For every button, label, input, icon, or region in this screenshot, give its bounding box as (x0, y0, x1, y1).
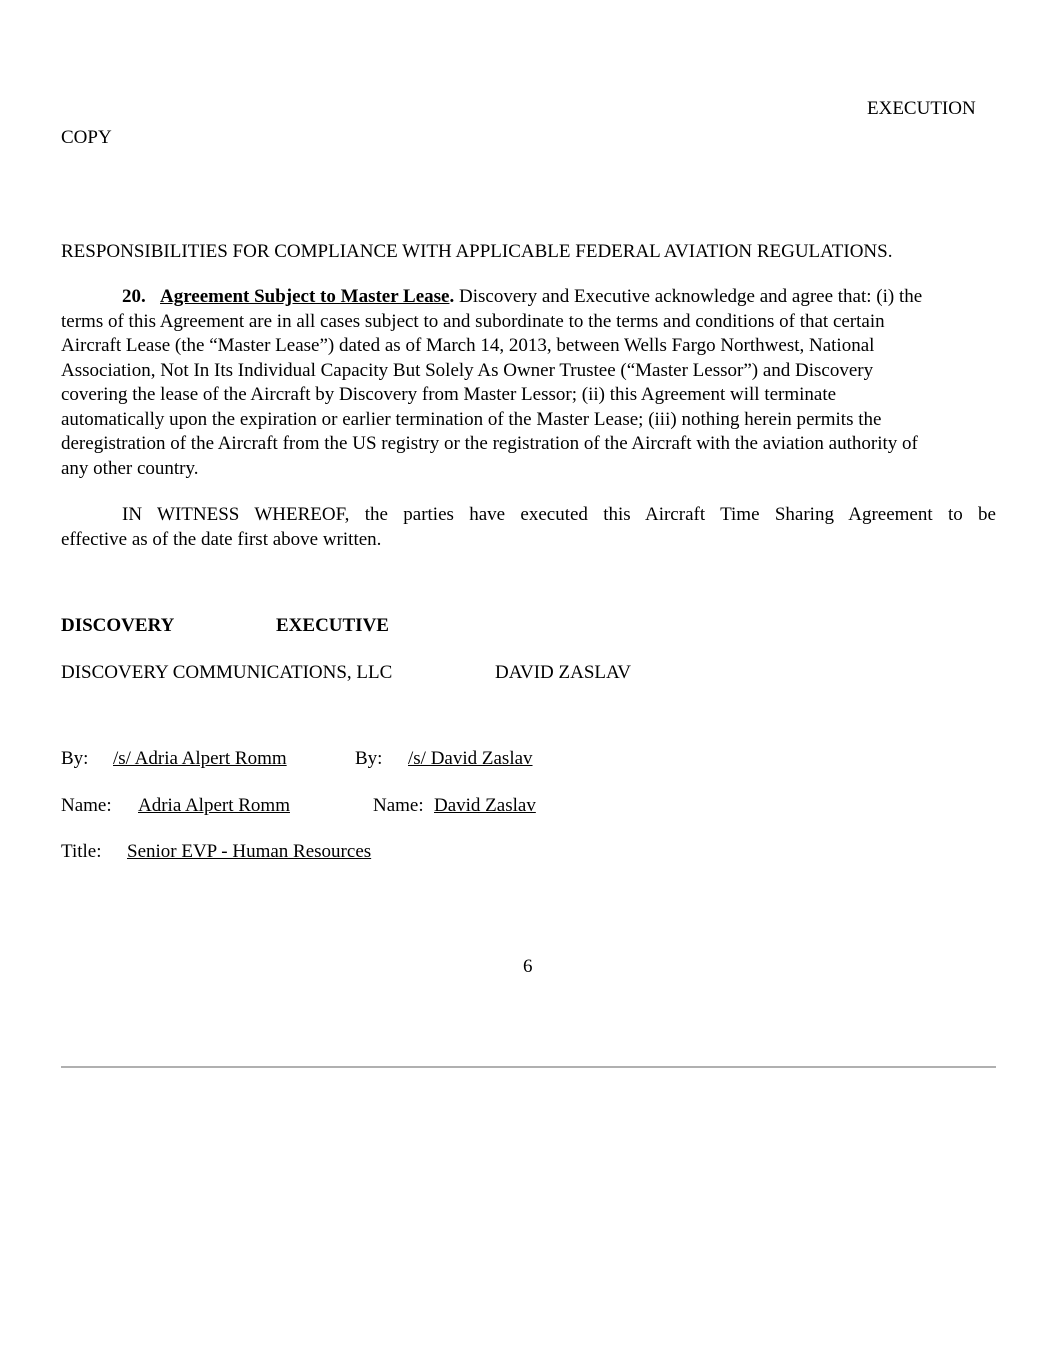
section-20-line-1 (61, 285, 996, 310)
discovery-signature: /s/ Adria Alpert Romm (113, 748, 287, 769)
execution-copy-label-line1: EXECUTION (867, 98, 976, 119)
discovery-title-value: Senior EVP - Human Resources (127, 841, 372, 862)
responsibilities-heading: RESPONSIBILITIES FOR COMPLIANCE WITH APPLICABLE FEDERAL AVIATION REGULATIONS. (61, 241, 893, 262)
section-20-line-4: Association, Not In Its Individual Capacity But Solely As Owner Trustee (“Master Lessor”) and Discovery (61, 359, 874, 381)
discovery-by-label: By: (61, 748, 89, 769)
executive-name-value: David Zaslav (434, 795, 536, 816)
discovery-title-label: Title: (61, 841, 102, 862)
discovery-entity: DISCOVERY COMMUNICATIONS, LLC (61, 662, 393, 683)
section-20-line-6: automatically upon the expiration or earlier termination of the Master Lease; (iii) nothing herein permits the (61, 408, 882, 430)
executive-heading: EXECUTIVE (276, 615, 389, 636)
executive-name-label: Name: (373, 795, 424, 816)
section-20-line-3: Aircraft Lease (the “Master Lease”) dated as of March 14, 2013, between Wells Fargo Northwest, National (61, 335, 875, 356)
section-20-line-5: covering the lease of the Aircraft by Discovery from Master Lessor; (ii) this Agreement will terminate (61, 384, 837, 405)
discovery-name-value: Adria Alpert Romm (138, 795, 290, 816)
section-text: Discovery and Executive acknowledge and agree that: (i) the (454, 286, 923, 307)
executive-by-label: By: (355, 748, 383, 769)
section-title-period: . (449, 286, 455, 307)
execution-copy-label-line2: COPY (61, 127, 112, 148)
witness-paragraph (61, 503, 996, 552)
section-20-line-8: any other country. (61, 457, 199, 479)
section-number: 20. (122, 286, 146, 307)
discovery-heading: DISCOVERY (61, 615, 175, 636)
page-divider (61, 1066, 996, 1068)
executive-entity: DAVID ZASLAV (495, 662, 632, 683)
section-20-line-2: terms of this Agreement are in all cases subject to and subordinate to the terms and conditions of that certain (61, 310, 885, 332)
executive-signature: /s/ David Zaslav (408, 748, 533, 769)
page-number: 6 (523, 956, 533, 977)
section-20-paragraph (61, 285, 996, 481)
witness-line-2: effective as of the date first above written. (61, 528, 382, 550)
witness-line-1: IN WITNESS WHEREOF, the parties have executed this Aircraft Time Sharing Agreement to be (122, 504, 996, 525)
section-title: Agreement Subject to Master Lease (160, 286, 450, 307)
discovery-name-label: Name: (61, 795, 112, 816)
section-20-line-7: deregistration of the Aircraft from the US registry or the registration of the Aircraft with the aviation authority of (61, 433, 918, 454)
